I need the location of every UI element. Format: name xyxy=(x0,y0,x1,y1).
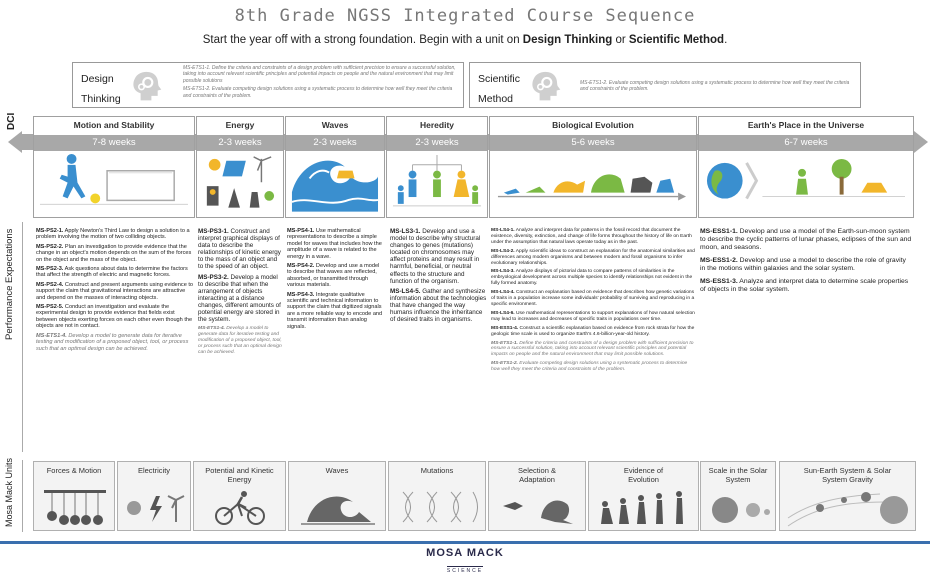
bird-and-lizard-icon xyxy=(493,488,583,526)
mm-unit-potential-and-kinetic-energy[interactable]: Potential and Kinetic Energy xyxy=(193,461,286,531)
standard-text: MS-ETS1-2. Evaluate competing design solutions using a systematic process to determine how well they meet the criteria and constraints of the problem. xyxy=(580,80,850,93)
pe-item: MS-PS2-1. Apply Newton's Third Law to design a solution to a problem involving the motion of two colliding objects. xyxy=(36,228,190,241)
pe-item: MS-ESS1-3. Analyze and interpret data to determine scale properties of objects in the solar system. xyxy=(700,278,909,293)
unit-earths-place-in-the-universe xyxy=(698,116,914,218)
pe-item: MS-LS4-5. Gather and synthesize information about the technologies that have changed the way humans influence the inheritance of desired traits in organisms. xyxy=(390,287,487,324)
pe-item: MS-LS4-2. Apply scientific ideas to construct an explanation for the anatomical similarities and differences among modern organisms and between modern and fossil organisms to infer evolutionary relationships. xyxy=(491,248,695,266)
unit-name: Motion and Stability xyxy=(73,120,155,130)
earth-and-planets-icon xyxy=(703,153,909,214)
unit-motion-and-stability xyxy=(33,116,195,218)
mm-unit-electricity[interactable]: Electricity xyxy=(117,461,191,531)
pe-item: MS-PS3-1. Construct and interpret graphical displays of data to describe the relationships of kinetic energy to the mass of an object and to the speed of an object. xyxy=(198,228,281,271)
pe-item: MS-PS2-5. Conduct an investigation and evaluate the experimental design to provide evidence that fields exist between objects exerting forces on each other even though the objects are not in contact. xyxy=(36,304,193,330)
evolution-timeline-icon xyxy=(494,153,692,214)
unit-name: Earth's Place in the Universe xyxy=(747,120,865,130)
unit-biological-evolution xyxy=(489,116,697,218)
pe-item: MS-PS3-2. Develop a model to describe that when the arrangement of objects interacting at a distance changes, different amounts of potential energy are stored in the system. xyxy=(198,273,281,324)
footer-rule xyxy=(0,541,930,544)
unit-duration: 2-3 weeks xyxy=(197,135,283,151)
pe-item: MS-LS4-4. Construct an explanation based on evidence that describes how genetic variations of traits in a population increase some individuals' probability of surviving and reproducing in a specific environment. xyxy=(491,290,695,307)
mm-unit-waves[interactable]: Waves xyxy=(288,461,386,531)
pe-column-energy xyxy=(198,228,284,359)
pe-item: MS-LS4-1. Analyze and interpret data for patterns in the fossil record that document the existence, diversity, extinction, and change of life forms throughout the history of life on Earth under the assumption that natural laws operate today as in the past. xyxy=(491,228,692,245)
mm-unit-mutations[interactable]: Mutations xyxy=(388,461,486,531)
start-unit-label: Scientific Method xyxy=(478,73,521,105)
dna-icon xyxy=(393,488,483,526)
mm-unit-scale-in-the-solar-system[interactable]: Scale in the Solar System xyxy=(700,461,776,531)
mm-unit-selection-adaptation[interactable]: Selection & Adaptation xyxy=(488,461,586,531)
pe-item: MS-ETS1-4. Develop a model to generate data for iterative testing and modification of a proposed object, tool, or process such that an optimal design can be achieved. xyxy=(198,326,282,355)
electricity-icon xyxy=(122,488,188,526)
pe-item: MS-PS4-1. Use mathematical representations to describe a simple model for waves that includes how the amplitude of a wave is related to the energy in a wave. xyxy=(287,228,382,260)
pe-item: MS-PS4-2. Develop and use a model to describe that waves are reflected, absorbed, or transmitted through various materials. xyxy=(287,263,380,289)
unit-name: Waves xyxy=(321,120,349,130)
unit-duration: 5-6 weeks xyxy=(490,135,696,151)
pe-item: MS-ETS1-2. Evaluate competing design solutions using a systematic process to determine how well they meet the criteria and constraints of the problem. xyxy=(491,361,688,373)
pe-column-motion xyxy=(36,228,194,355)
performance-expectations-label: Performance Expectations xyxy=(4,228,15,340)
pe-item: MS-LS4-3. Analyze displays of pictorial data to compare patterns of similarities in the embryological development across multiple species to identify relationships not evident in the fully formed anatomy. xyxy=(491,269,693,287)
dci-label: DCI xyxy=(6,112,17,130)
start-unit-scientific-method xyxy=(469,62,861,108)
pe-item: MS-ESS1-2. Develop and use a model to describe the role of gravity in the motions within galaxies and the solar system. xyxy=(700,257,906,272)
unit-heredity xyxy=(386,116,488,218)
mosa-mack-logo: MOSA MACK SCIENCE xyxy=(426,547,504,574)
section-divider xyxy=(22,222,23,452)
unit-duration: 7-8 weeks xyxy=(34,135,194,151)
page-subtitle: Start the year off with a strong foundation. Begin with a unit on Design Thinking or Scientific Method. xyxy=(202,34,728,46)
pe-item: MS-ETS1-1. Define the criteria and constraints of a design problem with sufficient precision to ensure a successful solution, taking into account relevant scientific principles and potential impacts on people and the natural environment that may limit possible solutions. xyxy=(491,340,694,358)
unit-duration: 2-3 weeks xyxy=(286,135,384,151)
unit-waves xyxy=(285,116,385,218)
mm-unit-forces-motion[interactable]: Forces & Motion xyxy=(33,461,115,531)
pe-item: MS-ESS1-1. Develop and use a model of the Earth-sun-moon system to describe the cyclic patterns of lunar phases, eclipses of the sun and moon, and seasons. xyxy=(700,228,912,251)
family-icon xyxy=(391,153,483,214)
mm-unit-evidence-of-evolution[interactable]: Evidence of Evolution xyxy=(588,461,699,531)
pe-column-earth xyxy=(700,228,912,297)
unit-name: Energy xyxy=(225,120,255,130)
human-evolution-icon xyxy=(593,488,696,526)
page-title: 8th Grade NGSS Integrated Course Sequence xyxy=(234,6,696,26)
unit-duration: 6-7 weeks xyxy=(699,135,913,151)
cyclist-icon xyxy=(198,488,283,526)
start-unit-design-thinking xyxy=(72,62,464,108)
pe-item: MS-LS3-1. Develop and use a model to describe why structural changes to genes (mutations) located on chromosomes may affect proteins and may result in harmful, beneficial, or neutral effects to the structure and function of the organism. xyxy=(390,228,481,285)
pe-item: MS-PS4-3. Integrate qualitative scientific and technical information to support the claim that digitized signals are a more reliable way to encode and transmit information than analog signals. xyxy=(287,291,383,330)
mm-unit-sun-earth-system[interactable]: Sun-Earth System & Solar System Gravity xyxy=(779,461,916,531)
ocean-wave-icon xyxy=(290,153,380,214)
energy-sources-icon xyxy=(201,153,279,213)
standard-text: MS-ETS1-1. Define the criteria and constraints of a design problem with sufficient precision to ensure a successful solution, taking into account relevant scientific principles and potential impacts on people and the natural environment that may limit possible solutions MS-ETS1-2. Evaluate competing design solutions using a systematic process to determine how well they meet the criteria and constraints of the problem. xyxy=(183,65,456,99)
pe-item: MS-LS4-6. Use mathematical representations to support explanations of how natural selection may lead to increases and decreases of specific traits in populations over time. xyxy=(491,310,695,322)
unit-name: Biological Evolution xyxy=(552,120,634,130)
mosa-mack-units-label: Mosa Mack Units xyxy=(4,457,14,527)
pe-item: MS-ESS1-4. Construct a scientific explanation based on evidence from rock strata for how the geologic time scale is used to organize Earth's 4.6-billion-year-old history. xyxy=(491,325,695,337)
newtons-cradle-icon xyxy=(38,488,112,526)
section-divider xyxy=(22,460,23,532)
planets-icon xyxy=(705,488,773,526)
pe-item: MS-PS2-3. Ask questions about data to determine the factors that affect the strength of electric and magnetic forces. xyxy=(36,266,188,279)
head-gears-icon xyxy=(127,68,165,104)
pe-item: MS-ETS1-4. Develop a model to generate data for iterative testing and modification of a proposed object, tool, or process such that an optimal design can be achieved. xyxy=(36,332,189,352)
pe-column-waves xyxy=(287,228,384,333)
pe-column-evolution xyxy=(491,228,696,376)
unit-energy xyxy=(196,116,284,218)
wave-icon xyxy=(293,488,383,526)
unit-duration: 2-3 weeks xyxy=(387,135,487,151)
unit-name: Heredity xyxy=(419,120,454,130)
pe-item: MS-PS2-2. Plan an investigation to provide evidence that the change in an object's motion depends on the sum of the forces on the object and the mass of the object. xyxy=(36,243,192,263)
soccer-player-icon xyxy=(38,153,190,214)
pe-column-heredity xyxy=(390,228,488,326)
pe-item: MS-PS2-4. Construct and present arguments using evidence to support the claim that gravitational interactions are attractive and depend on the masses of interacting objects. xyxy=(36,281,194,301)
head-gears-icon xyxy=(526,68,564,104)
start-unit-label: Design Thinking xyxy=(81,73,121,105)
solar-system-icon xyxy=(784,488,913,526)
